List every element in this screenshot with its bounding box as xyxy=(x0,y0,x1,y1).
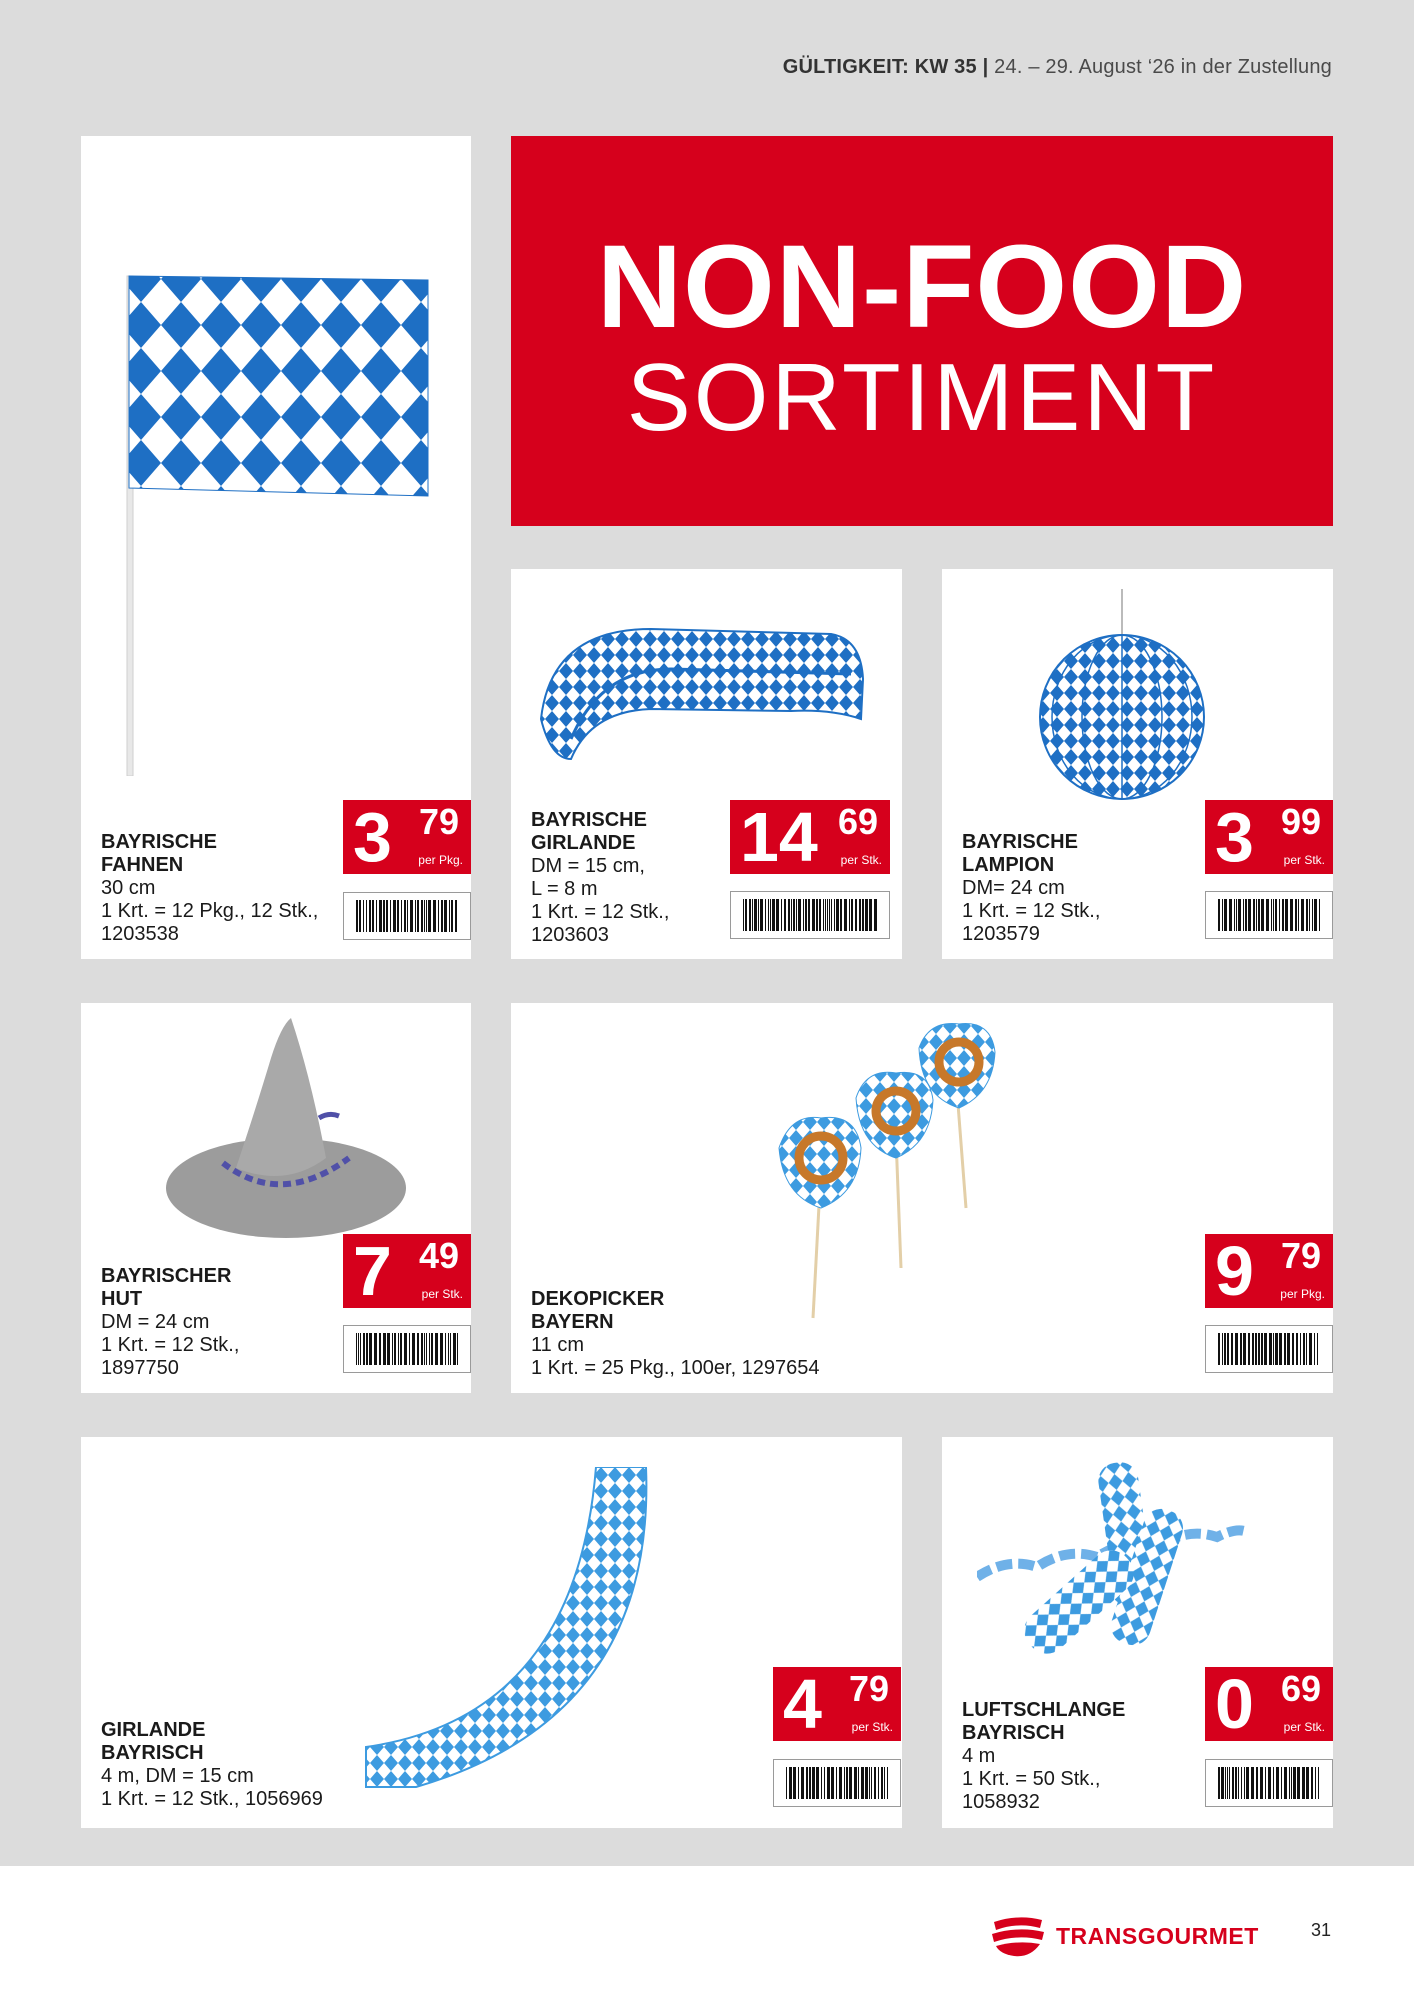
price-tag xyxy=(773,1667,901,1741)
price-tag xyxy=(1205,1234,1333,1308)
brand-name: TRANSGOURMET xyxy=(1056,1922,1259,1949)
product-desc: 4 m, DM = 15 cm 1 Krt. = 12 Stk., 1056969 xyxy=(101,1765,323,1810)
price-decimal: 49 xyxy=(418,1235,459,1276)
product-card-girlande[interactable] xyxy=(511,569,902,959)
price-integer: 9 xyxy=(1215,1232,1254,1310)
barcode-stripes xyxy=(786,1767,888,1799)
price-unit: per Stk. xyxy=(840,853,882,867)
barcode-stripes xyxy=(1218,1333,1320,1365)
barcode xyxy=(1205,891,1333,939)
product-name: BAYRISCHE FAHNEN xyxy=(101,831,217,876)
product-card-girlande-bayrisch[interactable] xyxy=(81,1437,902,1828)
price-unit: per Pkg. xyxy=(1280,1287,1325,1301)
price-integer: 0 xyxy=(1215,1665,1254,1743)
product-desc: 11 cm 1 Krt. = 25 Pkg., 100er, 1297654 xyxy=(531,1334,820,1379)
validity-separator: | xyxy=(982,56,989,78)
product-name: BAYRISCHE GIRLANDE xyxy=(531,809,647,854)
product-desc: DM= 24 cm 1 Krt. = 12 Stk., 1203579 xyxy=(962,877,1101,945)
price-unit: per Pkg. xyxy=(418,853,463,867)
banner-title: NON-FOOD xyxy=(596,221,1248,353)
garland-icon xyxy=(531,599,871,769)
price-tag xyxy=(730,800,890,874)
product-card-fahnen[interactable] xyxy=(81,136,471,959)
barcode xyxy=(343,892,471,940)
banner-subtitle: SORTIMENT xyxy=(626,344,1218,451)
product-card-dekopicker[interactable] xyxy=(511,1003,1333,1393)
price-tag xyxy=(343,800,471,874)
product-name: LUFTSCHLANGE BAYRISCH xyxy=(962,1699,1126,1744)
category-banner xyxy=(511,136,1333,526)
price-decimal: 99 xyxy=(1280,801,1321,842)
bavarian-flag-icon xyxy=(121,256,441,776)
price-integer: 7 xyxy=(353,1232,392,1310)
validity-line xyxy=(783,56,1332,79)
price-decimal: 69 xyxy=(837,801,878,842)
price-decimal: 79 xyxy=(418,801,459,842)
barcode-stripes xyxy=(356,1333,458,1365)
product-desc: DM = 24 cm 1 Krt. = 12 Stk., 1897750 xyxy=(101,1311,240,1379)
product-name: BAYRISCHER HUT xyxy=(101,1265,232,1310)
barcode xyxy=(773,1759,901,1807)
price-decimal: 79 xyxy=(1280,1235,1321,1276)
price-tag xyxy=(343,1234,471,1308)
price-unit: per Stk. xyxy=(421,1287,463,1301)
barcode-stripes xyxy=(1218,1767,1320,1799)
product-card-lampion[interactable] xyxy=(942,569,1333,959)
lantern-icon xyxy=(1022,589,1222,809)
barcode xyxy=(343,1325,471,1373)
price-integer: 3 xyxy=(1215,798,1254,876)
price-tag xyxy=(1205,1667,1333,1741)
product-desc: 4 m 1 Krt. = 50 Stk., 1058932 xyxy=(962,1745,1101,1813)
garland-arc-icon xyxy=(356,1467,676,1797)
streamer-roll-icon xyxy=(977,1457,1247,1667)
price-unit: per Stk. xyxy=(1283,853,1325,867)
price-tag xyxy=(1205,800,1333,874)
price-integer: 3 xyxy=(353,798,392,876)
pretzel-picker-icon xyxy=(761,1018,1041,1328)
transgourmet-logo xyxy=(990,1914,1259,1958)
barcode-stripes xyxy=(743,899,877,931)
transgourmet-logo-icon xyxy=(990,1914,1046,1958)
price-integer: 4 xyxy=(783,1665,822,1743)
barcode xyxy=(1205,1759,1333,1807)
product-name: BAYRISCHE LAMPION xyxy=(962,831,1078,876)
barcode-stripes xyxy=(1218,899,1320,931)
validity-label: GÜLTIGKEIT: KW 35 xyxy=(782,56,977,78)
price-unit: per Stk. xyxy=(851,1720,893,1734)
price-decimal: 69 xyxy=(1280,1668,1321,1709)
product-name: GIRLANDE BAYRISCH xyxy=(101,1719,206,1764)
product-desc: DM = 15 cm, L = 8 m 1 Krt. = 12 Stk., 1203603 xyxy=(531,855,670,946)
page-footer xyxy=(0,1866,1414,2000)
barcode xyxy=(1205,1325,1333,1373)
product-card-luftschlange[interactable] xyxy=(942,1437,1333,1828)
price-integer: 14 xyxy=(740,798,818,876)
hat-icon xyxy=(161,1018,411,1248)
validity-text: 24. – 29. August ‘26 in der Zustellung xyxy=(994,56,1332,78)
product-name: DEKOPICKER BAYERN xyxy=(531,1288,665,1333)
page-number: 31 xyxy=(1311,1920,1332,1940)
price-unit: per Stk. xyxy=(1283,1720,1325,1734)
barcode xyxy=(730,891,890,939)
barcode-stripes xyxy=(356,900,458,932)
product-card-hut[interactable] xyxy=(81,1003,471,1393)
price-decimal: 79 xyxy=(848,1668,889,1709)
product-desc: 30 cm 1 Krt. = 12 Pkg., 12 Stk., 1203538 xyxy=(101,877,319,945)
